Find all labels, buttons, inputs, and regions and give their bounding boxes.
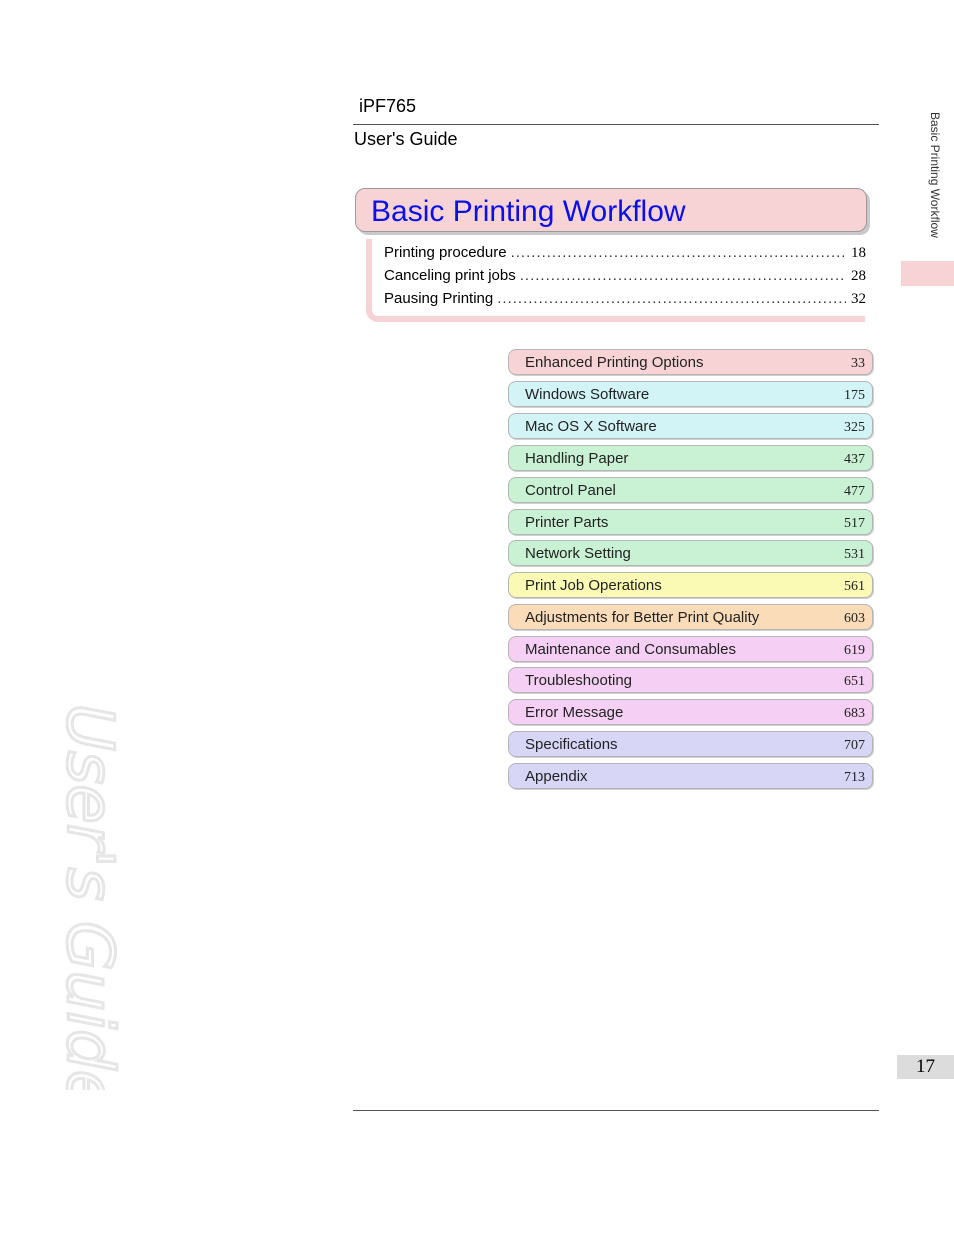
chapter-tab-label: Troubleshooting: [525, 672, 633, 689]
chapter-tab-page: 325: [844, 420, 865, 435]
chapter-tab-page: 531: [844, 547, 865, 562]
toc-leader-dots: [497, 290, 846, 307]
chapter-tab-page: 603: [844, 611, 865, 626]
chapter-tab-page: 713: [844, 770, 865, 785]
chapter-tab-mac-os-x-software[interactable]: [508, 413, 873, 439]
page-number: 17: [897, 1055, 954, 1079]
guide-title: User's Guide: [354, 129, 458, 149]
chapter-tab-control-panel[interactable]: [508, 477, 873, 503]
chapter-tab-maintenance-and-consumables[interactable]: [508, 636, 873, 662]
chapter-tab-page: 619: [844, 643, 865, 658]
product-model: iPF765: [359, 96, 417, 116]
watermark-text: User's Guide: [52, 704, 126, 1090]
header-rule: [353, 124, 879, 125]
toc-leader-dots: [511, 244, 846, 261]
chapter-tab-troubleshooting[interactable]: [508, 667, 873, 693]
chapter-tab-label: Control Panel: [525, 482, 616, 499]
chapter-tab-print-job-operations[interactable]: [508, 572, 873, 598]
toc-entry-page[interactable]: 18: [851, 245, 866, 261]
toc-leader-dots: [520, 267, 846, 284]
chapter-tab-page: 561: [844, 579, 865, 594]
chapter-tab-page: 33: [851, 356, 865, 371]
chapter-tab-label: Adjustments for Better Print Quality: [525, 609, 760, 626]
chapter-tab-label: Error Message: [525, 704, 624, 721]
chapter-title-banner: [355, 188, 867, 232]
chapter-tab-appendix[interactable]: [508, 763, 873, 789]
toc-entry[interactable]: [384, 290, 866, 310]
toc-entry[interactable]: [384, 267, 866, 287]
chapter-tab-network-setting[interactable]: [508, 540, 873, 566]
chapter-tab-page: 707: [844, 738, 865, 753]
users-guide-watermark: [40, 690, 150, 1090]
chapter-tab-page: 683: [844, 706, 865, 721]
chapter-tab-label: Specifications: [525, 736, 618, 753]
side-tab-label: Basic Printing Workflow: [928, 112, 942, 238]
chapter-tab-label: Printer Parts: [525, 514, 609, 531]
chapter-tab-label: Windows Software: [525, 386, 650, 403]
chapter-tab-windows-software[interactable]: [508, 381, 873, 407]
chapter-tab-label: Appendix: [525, 768, 588, 785]
chapter-tab-label: Enhanced Printing Options: [525, 354, 704, 371]
chapter-tab-page: 477: [844, 484, 865, 499]
chapter-tab-page: 651: [844, 674, 865, 689]
chapter-tab-adjustments-for-better-print-quality[interactable]: [508, 604, 873, 630]
chapter-tab-error-message[interactable]: [508, 699, 873, 725]
toc-entry[interactable]: [384, 244, 866, 264]
chapter-tab-label: Network Setting: [525, 545, 631, 562]
toc-entry-title[interactable]: Canceling print jobs: [384, 267, 516, 284]
chapter-title: Basic Printing Workflow: [371, 195, 686, 228]
chapter-tab-enhanced-printing-options[interactable]: [508, 349, 873, 375]
chapter-tab-label: Maintenance and Consumables: [525, 641, 736, 658]
footer-rule: [353, 1110, 879, 1111]
chapter-tab-page: 517: [844, 516, 865, 531]
chapter-tab-printer-parts[interactable]: [508, 509, 873, 535]
chapter-tab-specifications[interactable]: [508, 731, 873, 757]
toc-entry-page[interactable]: 28: [851, 268, 866, 284]
chapter-tab-page: 437: [844, 452, 865, 467]
chapter-tab-page: 175: [844, 388, 865, 403]
toc-entry-page[interactable]: 32: [851, 291, 866, 307]
toc-entry-title[interactable]: Printing procedure: [384, 244, 507, 261]
toc-entry-title[interactable]: Pausing Printing: [384, 290, 494, 307]
chapter-tab-label: Print Job Operations: [525, 577, 662, 594]
chapter-tab-handling-paper[interactable]: [508, 445, 873, 471]
chapter-tab-label: Mac OS X Software: [525, 418, 657, 435]
chapter-tab-label: Handling Paper: [525, 450, 629, 467]
side-tab-marker[interactable]: [901, 261, 954, 286]
